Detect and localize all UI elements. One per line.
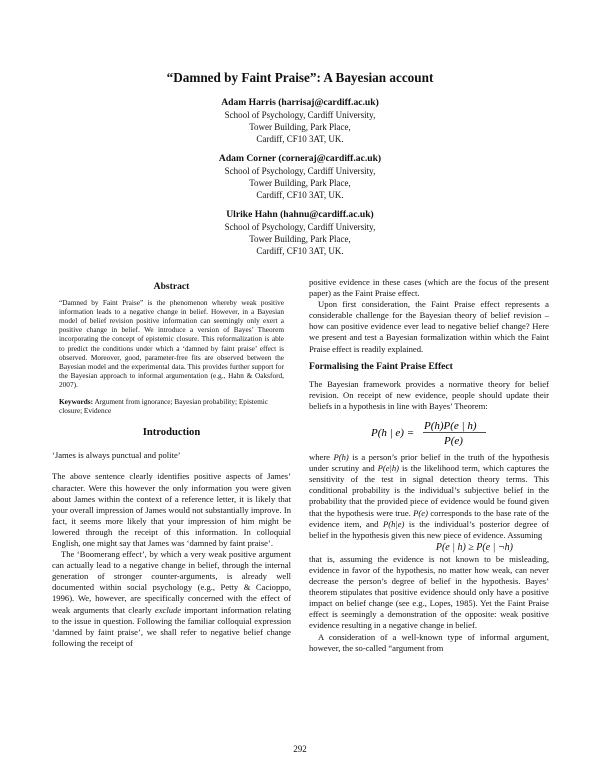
right-paragraph-5: that is, assuming the evidence is not known to be misleading, evidence in favor of the hypothesis, no matter how weak, can never decrease the person’s degree of belief in the hypothesis. Bayes’ theorem stipulates that positive evidence should only have a positive impact on belief change (see e.g., Lopes, 1985). Yet the Faint Praise effect is seemingly a demonstration of the opposite: weak positive evidence resulting in a negative change in belief.	[309, 553, 549, 631]
right-paragraph-4	[309, 452, 549, 541]
author-affiliation-line: Cardiff, CF10 3AT, UK.	[256, 134, 344, 144]
eq1-denominator: P(e)	[444, 435, 463, 447]
introduction-heading: Introduction	[142, 427, 201, 439]
author-1	[0, 97, 600, 145]
intro-paragraph-1: The above sentence clearly identifies positive aspects of James’ character. Were this however the only information you were given about James within the context of a reference letter, it is likely that your overall impression of James would not substantially improve. In fact, it seems more likely that your impression of him might be lowered through the receipt of this information. In colloquial English, one might say that James was ‘damned by faint praise’.	[52, 471, 291, 548]
intro-p2-emphasis: exclude	[154, 604, 182, 615]
bayes-equation-svg	[309, 418, 549, 446]
intro-paragraph-2	[52, 549, 291, 649]
author-affiliation-line: Tower Building, Park Place,	[249, 178, 351, 188]
p4-text: is the likelihood term, which captures the sensitivity of the test in signal detection theory terms. This conditional probability is the individual’s subjective belief in the probability that the provided piece of evidence would be found given that the hypothesis were true.	[309, 463, 549, 518]
left-column	[52, 278, 291, 649]
eq1-numerator: P(h)P(e | h)	[424, 420, 477, 433]
author-2	[0, 153, 600, 201]
author-name: Adam Corner (corneraj@cardiff.ac.uk)	[218, 153, 382, 164]
bayes-equation	[309, 418, 549, 447]
author-affiliation-line: School of Psychology, Cardiff University,	[224, 166, 376, 176]
p4-text: is a person’s prior belief in the truth of the hypothesis under scrutiny and	[309, 452, 549, 474]
intro-p2-part-a: The ‘Boomerang effect’, by which a very weak positive argument can actually lead to a negative change in belief, through the internal generation of stronger counter-arguments, is already well documented within social psychology (e.g., Petty & Cacioppo, 1996). We, however, are specifically concerned with the effect of weak arguments that clearly	[52, 549, 291, 615]
author-affiliation-line: School of Psychology, Cardiff University,	[224, 110, 376, 120]
right-paragraph-1: positive evidence in these cases (which are the focus of the present paper) as the Faint Praise effect.	[309, 277, 549, 299]
author-name: Adam Harris (harrisaj@cardiff.ac.uk)	[221, 97, 379, 108]
keywords-label: Keywords:	[59, 397, 94, 407]
author-3	[0, 209, 600, 257]
p4-term: P(e)	[413, 507, 428, 518]
author-affiliation-line: Cardiff, CF10 3AT, UK.	[256, 190, 344, 200]
p4-text: is the individual’s posterior degree of belief in the hypothesis given this new piece of evidence. Assuming	[309, 518, 549, 540]
keywords-text: Argument from ignorance; Bayesian probability; Epistemic closure; Evidence	[59, 397, 269, 416]
p4-text: where	[309, 452, 334, 463]
intro-quote: ‘James is always punctual and polite’	[52, 450, 181, 461]
author-block	[0, 97, 600, 265]
intro-p2-part-b: important information relating to the issue in question. Following the familiar colloquial expression ‘damned by faint praise’, we shall refer to negative belief change following the receipt of	[52, 604, 291, 648]
author-affiliation-line: School of Psychology, Cardiff University,	[224, 222, 376, 232]
page-number: 292	[293, 744, 307, 754]
abstract-heading: Abstract	[153, 281, 190, 292]
keywords	[52, 397, 291, 415]
right-paragraph-6: A consideration of a well-known type of informal argument, however, the so-called “argument from	[309, 631, 549, 653]
p4-text: corresponds to the base rate of the evidence item, and	[309, 507, 549, 529]
right-paragraph-2: Upon first consideration, the Faint Praise effect represents a considerable challenge for the Bayesian theory of belief revision – how can positive evidence ever lead to negative belief change? Here we present and test a Bayesian formalization within which the Faint Praise effect is readily explained.	[309, 299, 549, 354]
likelihood-inequality: P(e | h) ≥ P(e | ¬h)	[435, 541, 513, 553]
p4-term: P(e|h)	[377, 463, 400, 474]
author-affiliation-line: Tower Building, Park Place,	[249, 234, 351, 244]
paper-title: “Damned by Faint Praise”: A Bayesian account	[166, 70, 434, 85]
p4-term: P(h|e)	[382, 518, 405, 529]
author-affiliation-line: Cardiff, CF10 3AT, UK.	[256, 246, 344, 256]
formalising-subheading: Formalising the Faint Praise Effect	[309, 360, 453, 372]
eq1-lhs: P(h | e) =	[371, 427, 415, 440]
author-name: Ulrike Hahn (hahnu@cardiff.ac.uk)	[226, 209, 374, 220]
abstract-text: “Damned by Faint Praise” is the phenomenon whereby weak positive information leads to a negative change in belief. However, in a Bayesian model of belief revision positive information can seemingly only exert a positive change in belief. We introduce a version of Bayes’ Theorem incorporating the concept of epistemic closure. This reformalization is able to predict the conditions under which a ‘damned by faint praise’ effect is observed. Moreover, good, parameter-free fits are observed between the Bayesian model and the experimental data. This provides further support for the Bayesian approach to informal argumentation (e.g., Hahn & Oaksford, 2007).	[59, 298, 284, 389]
p4-term: P(h)	[333, 452, 349, 463]
author-affiliation-line: Tower Building, Park Place,	[249, 122, 351, 132]
right-paragraph-3: The Bayesian framework provides a normative theory for belief revision. On receipt of new evidence, people should update their beliefs in a hypothesis in line with Bayes’ Theorem:	[309, 378, 549, 411]
right-column	[309, 277, 549, 654]
